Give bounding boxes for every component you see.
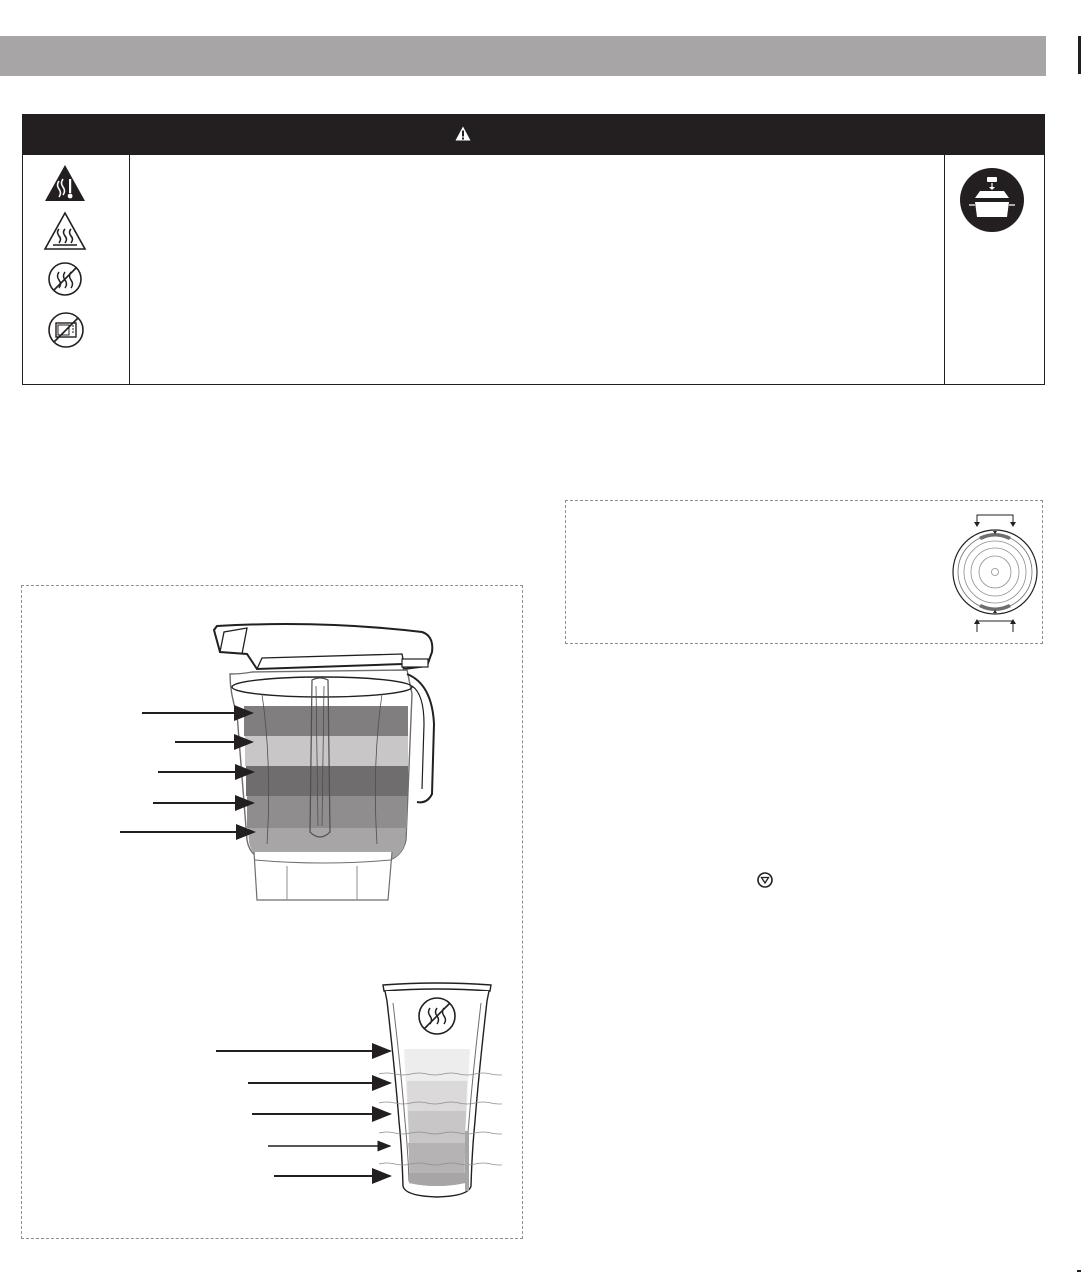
lid-alignment-diagram xyxy=(943,507,1041,637)
hot-hazard-icon xyxy=(43,163,87,203)
container-figure-box xyxy=(21,585,523,1239)
blender-fill-level-arrows xyxy=(112,696,262,846)
icon-column-divider xyxy=(944,155,945,384)
warning-box xyxy=(22,114,1045,385)
lid-locked-icon xyxy=(959,167,1025,233)
icon-column-divider xyxy=(129,155,130,384)
warning-banner xyxy=(23,115,1044,155)
header-bar xyxy=(0,36,1046,76)
stop-button-icon xyxy=(757,872,773,888)
page-corner-mark xyxy=(1077,1270,1081,1272)
lid-alignment-box xyxy=(565,500,1043,644)
no-hot-liquids-icon xyxy=(47,261,83,297)
no-microwave-icon xyxy=(47,311,85,349)
hot-surface-icon xyxy=(43,211,87,251)
tumbler-fill-level-arrows xyxy=(212,1036,402,1186)
warning-triangle-icon xyxy=(455,126,471,141)
